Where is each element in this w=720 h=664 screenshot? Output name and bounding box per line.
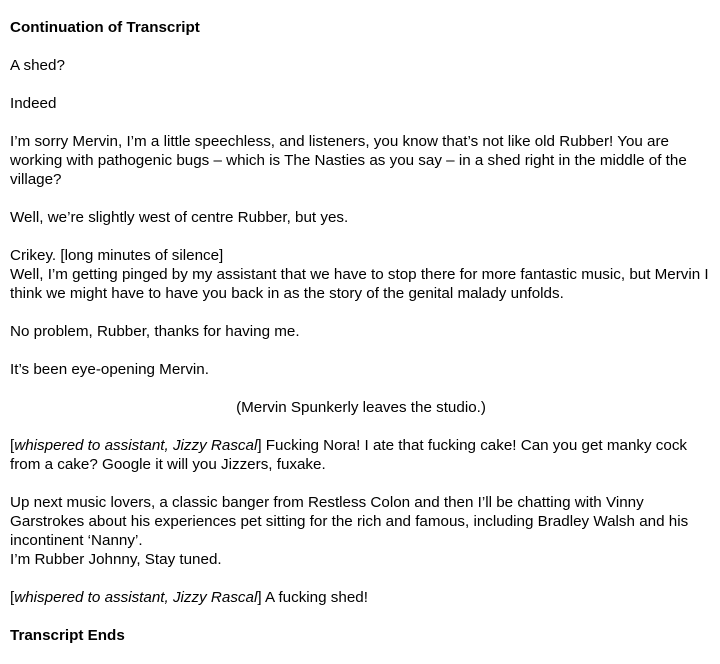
line-west-of-centre: Well, we’re slightly west of centre Rubber, but yes. — [10, 209, 349, 226]
line-a-shed: A shed? — [10, 57, 65, 74]
transcript-heading: Continuation of Transcript — [10, 19, 200, 36]
bracket-open: [ — [10, 589, 15, 606]
bracket-open: [ — [10, 437, 15, 454]
transcript-end: Transcript Ends — [10, 627, 125, 644]
line-eye-opening: It’s been eye-opening Mervin. — [10, 361, 209, 378]
line-stay-tuned: I’m Rubber Johnny, Stay tuned. — [10, 551, 222, 568]
line-getting-pinged: Well, I’m getting pinged by my assistant that we have to stop there for more fantastic music, but Mervin I think we might have to have you back in as the story of the genital malady unfolds. — [10, 266, 709, 302]
line-crikey: Crikey. [long minutes of silence] — [10, 247, 224, 264]
line-no-problem: No problem, Rubber, thanks for having me. — [10, 323, 300, 340]
whisper-direction: whispered to assistant, Jizzy Rascal — [14, 589, 258, 606]
line-speechless: I’m sorry Mervin, I’m a little speechless, and listeners, you know that’s not like old Rubber! You are working with pathogenic bugs – which is The Nasties as you say – in a shed right in the middle of the village? — [10, 133, 687, 188]
line-indeed: Indeed — [10, 95, 57, 112]
line-whispered-shed — [10, 588, 712, 607]
whisper-text: ] A fucking shed! — [257, 589, 368, 606]
whisper-text: ] Fucking Nora! I ate that fucking cake! Can you get manky cock from a cake? Google it will you Jizzers, fuxake. — [10, 437, 688, 473]
line-up-next: Up next music lovers, a classic banger from Restless Colon and then I’ll be chatting with Vinny Garstrokes about his experiences pet sitting for the rich and famous, including Bradley Walsh and his incontinent ‘Nanny’. — [10, 494, 689, 549]
transcript-document — [10, 18, 712, 664]
stage-direction-leaves: (Mervin Spunkerly leaves the studio.) — [236, 399, 486, 416]
whisper-direction: whispered to assistant, Jizzy Rascal — [14, 437, 258, 454]
line-whispered-cake — [10, 436, 712, 474]
